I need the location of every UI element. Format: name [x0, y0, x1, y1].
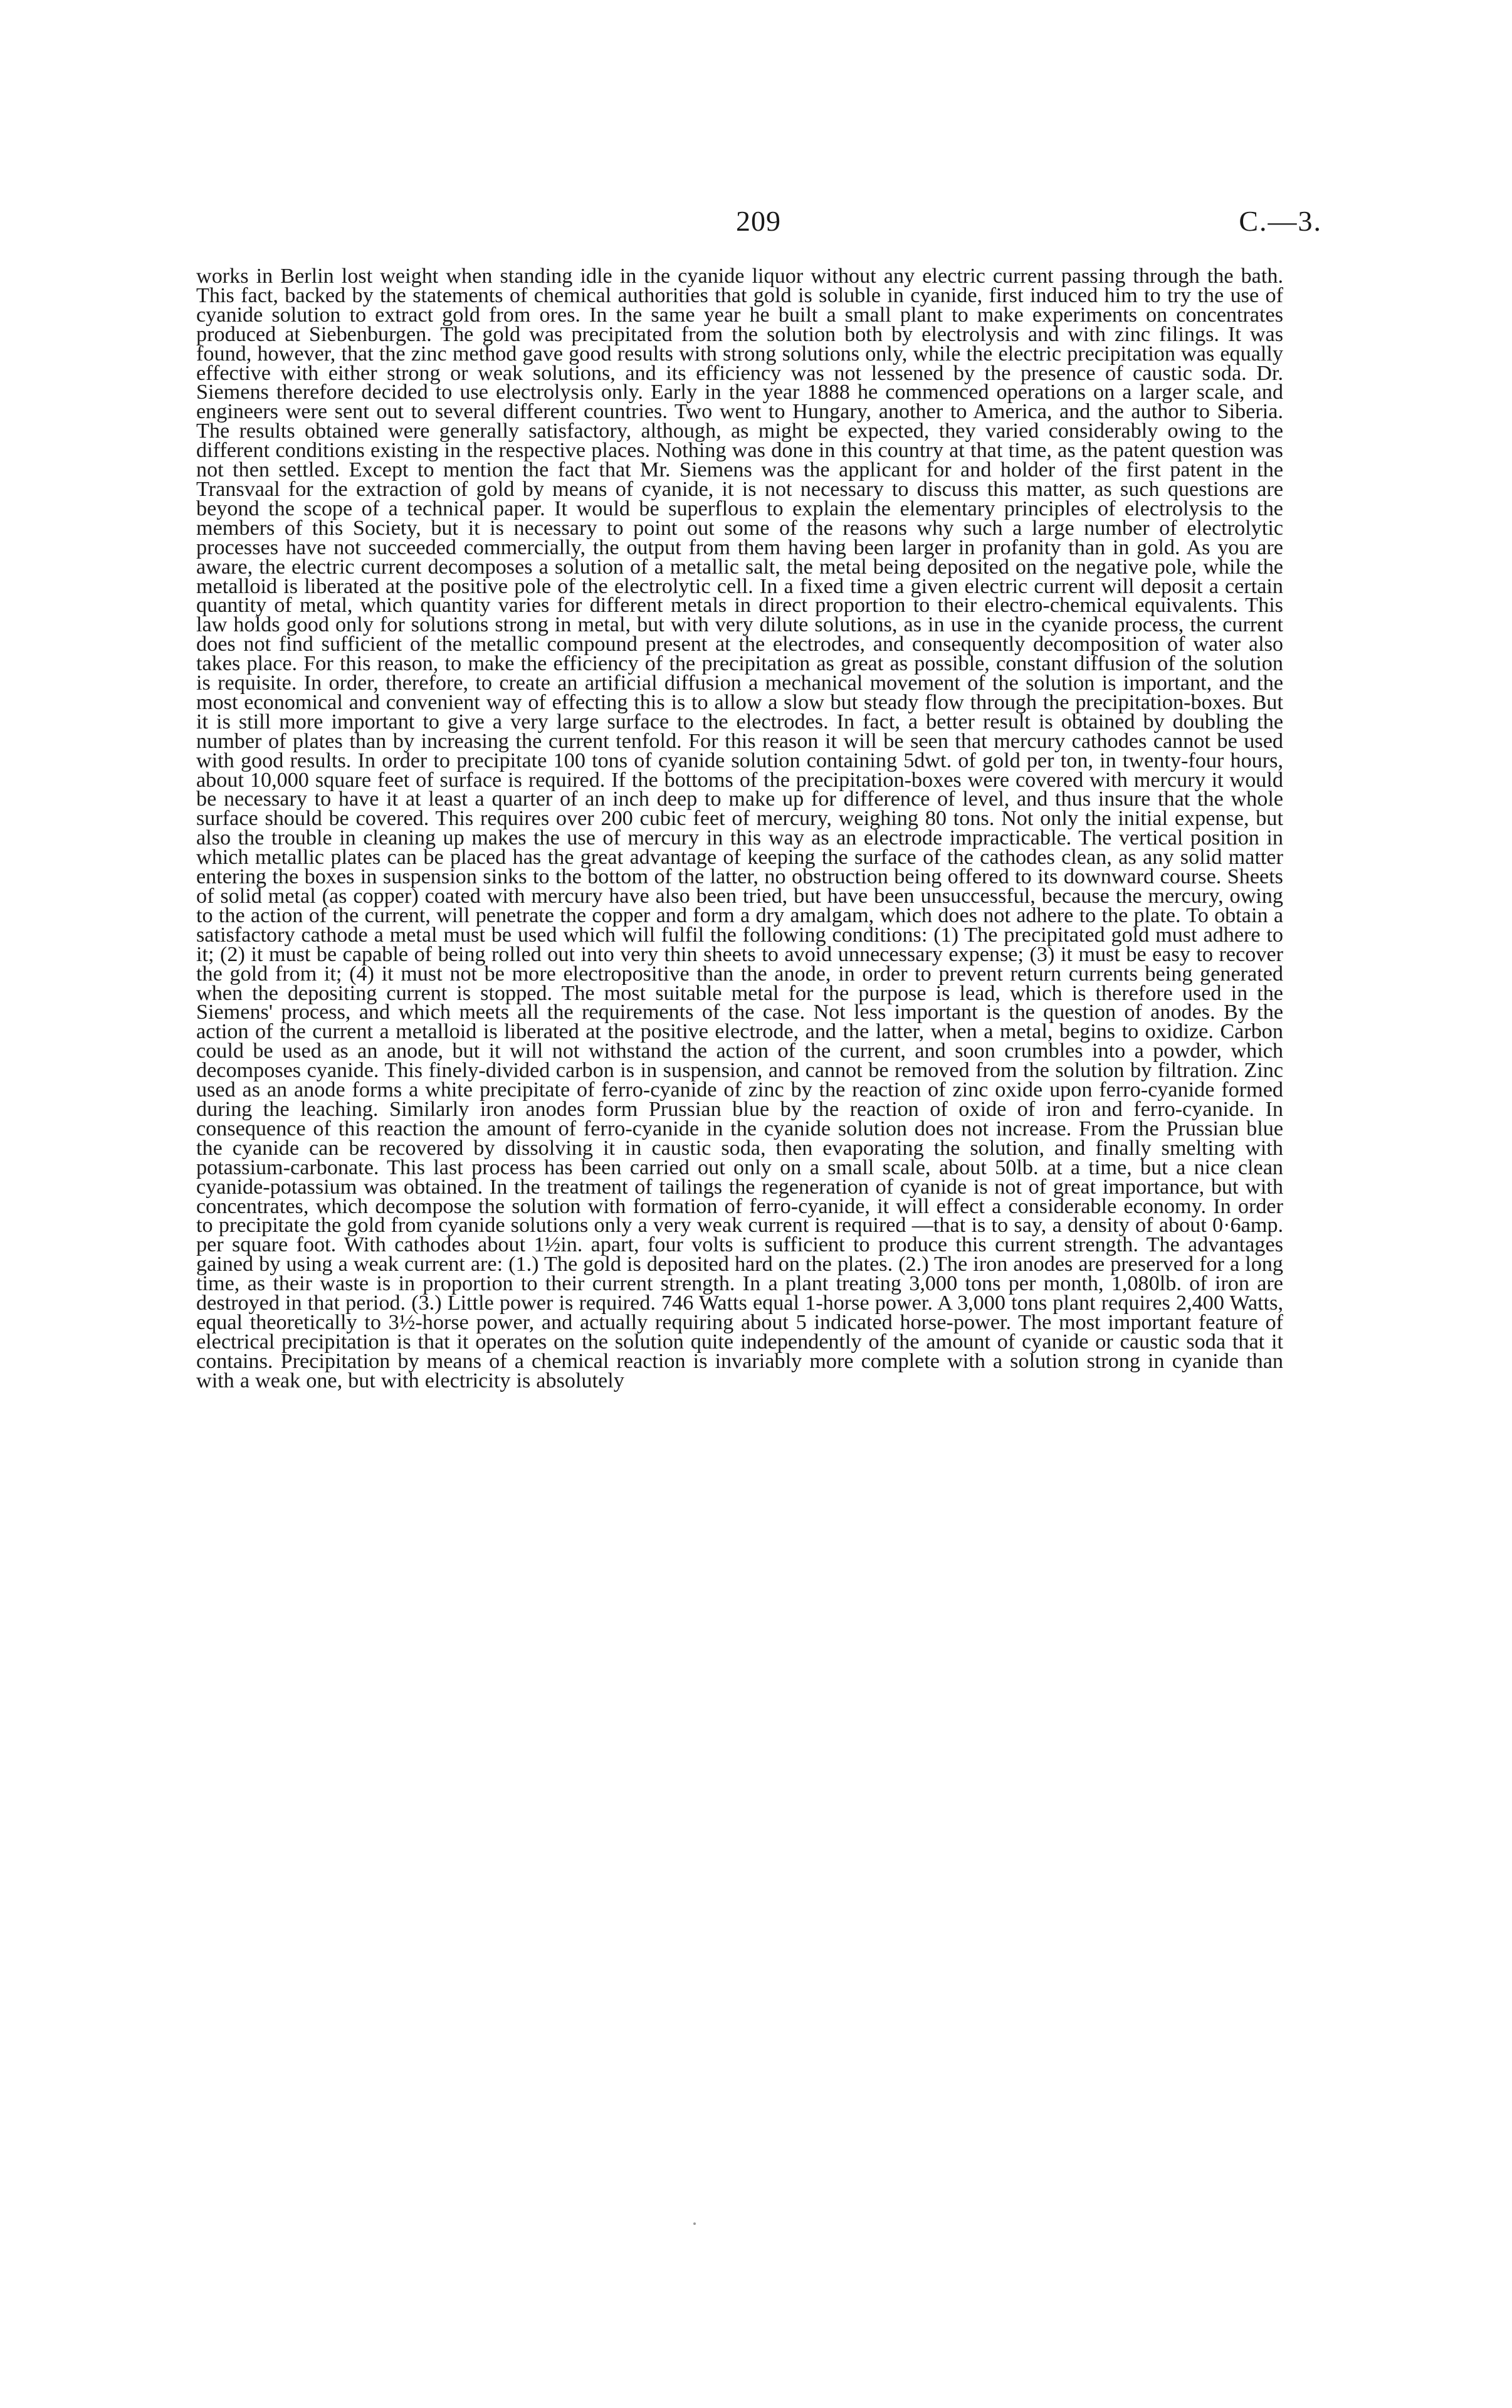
- page-number: 209: [736, 205, 781, 237]
- print-speck: [693, 2222, 696, 2225]
- document-reference: C.—3.: [1239, 205, 1322, 237]
- body-paragraph: works in Berlin lost weight when standing idle in the cyanide liquor without any electric current passing through the bath. This fact, backed by the statements of chemical authorities that gold is soluble in cyanide, first induced him to try the use of cyanide solution to extract gold from ores. In the same year he built a small plant to make experiments on concentrates produced at Siebenburgen. The gold was precipitated from the solution both by electrolysis and with zinc filings. It was found, however, that the zinc method gave good results with strong solutions only, while the electric precipitation was equally effective with either strong or weak solutions, and its efficiency was not lessened by the presence of caustic soda. Dr. Siemens therefore decided to use electrolysis only. Early in the year 1888 he commenced operations on a larger scale, and engineers were sent out to several different countries. Two went to Hungary, another to America, and the author to Siberia. The results obtained were generally satisfactory, although, as might be expected, they varied considerably owing to the different conditions existing in the respective places. Nothing was done in this country at that time, as the patent question was not then settled. Except to mention the fact that Mr. Siemens was the applicant for and holder of the first patent in the Transvaal for the extraction of gold by means of cyanide, it is not necessary to discuss this matter, as such questions are beyond the scope of a technical paper. It would be superflous to explain the elementary principles of electrolysis to the members of this Society, but it is necessary to point out some of the reasons why such a large number of electrolytic processes have not succeeded commercially, the output from them having been larger in profanity than in gold. As you are aware, the electric current decomposes a solution of a metallic salt, the metal being deposited on the negative pole, while the metalloid is liberated at the positive pole of the electrolytic cell. In a fixed time a given electric current will deposit a certain quantity of metal, which quantity varies for different metals in direct proportion to their electro-chemical equivalents. This law holds good only for solutions strong in metal, but with very dilute solutions, as in use in the cyanide process, the current does not find sufficient of the metallic compound present at the electrodes, and consequently decomposition of water also takes place. For this reason, to make the efficiency of the precipitation as great as possible, constant diffusion of the solution is requisite. In order, therefore, to create an artificial diffusion a mechanical movement of the solution is important, and the most economical and convenient way of effecting this is to allow a slow but steady flow through the precipitation-boxes. But it is still more important to give a very large surface to the electrodes. In fact, a better result is obtained by doubling the number of plates than by increasing the current tenfold. For this reason it will be seen that mercury cathodes cannot be used with good results. In order to precipitate 100 tons of cyanide solution containing 5dwt. of gold per ton, in twenty-four hours, about 10,000 square feet of surface is required. If the bottoms of the precipitation-boxes were covered with mercury it would be necessary to have it at least a quarter of an inch deep to make up for difference of level, and thus insure that the whole surface should be covered. This requires over 200 cubic feet of mercury, weighing 80 tons. Not only the initial expense, but also the trouble in cleaning up makes the use of mercury in this way as an electrode impracticable. The vertical position in which metallic plates can be placed has the great advantage of keeping the surface of the cathodes clean, as any solid matter entering the boxes in suspension sinks to the bottom of the latter, no obstruction being offered to its downward course. Sheets of solid metal (as copper) coated with mercury have also been tried, but have been unsuccessful, because the mercury, owing to the action of the current, will penetrate the copper and form a dry amalgam, which does not adhere to the plate. To obtain a satisfactory cathode a metal must be used which will fulfil the following conditions: (1) The precipitated gold must adhere to it; (2) it must be capable of being rolled out into very thin sheets to avoid unnecessary expense; (3) it must be easy to recover the gold from it; (4) it must not be more electropositive than the anode, in order to prevent return currents being generated when the depositing current is stopped. The most suitable metal for the purpose is lead, which is therefore used in the Siemens' process, and which meets all the requirements of the case. Not less important is the question of anodes. By the action of the current a metalloid is liberated at the positive electrode, and the latter, when a metal, begins to oxidize. Carbon could be used as an anode, but it will not withstand the action of the current, and soon crumbles into a powder, which decomposes cyanide. This finely-divided carbon is in suspension, and cannot be removed from the solution by filtration. Zinc used as an anode forms a white precipitate of ferro-cyanide of zinc by the reaction of zinc oxide upon ferro-cyanide formed during the leaching. Similarly iron anodes form Prussian blue by the reaction of oxide of iron and ferro-cyanide. In consequence of this reaction the amount of ferro-cyanide in the cyanide solution does not increase. From the Prussian blue the cyanide can be recovered by dissolving it in caustic soda, then evaporating the solution, and finally smelting with potassium-carbonate. This last process has been carried out only on a small scale, about 50lb. at a time, but a nice clean cyanide-potassium was obtained. In the treatment of tailings the regeneration of cyanide is not of great importance, but with concentrates, which decompose the solution with formation of ferro-cyanide, it will effect a considerable economy. In order to precipitate the gold from cyanide solutions only a very weak current is required —that is to say, a density of about 0·6amp. per square foot. With cathodes about 1½in. apart, four volts is sufficient to produce this current strength. The advantages gained by using a weak current are: (1.) The gold is deposited hard on the plates. (2.) The iron anodes are preserved for a long time, as their waste is in proportion to their current strength. In a plant treating 3,000 tons per month, 1,080lb. of iron are destroyed in that period. (3.) Little power is required. 746 Watts equal 1-horse power. A 3,000 tons plant requires 2,400 Watts, equal theoretically to 3½-horse power, and actually requiring about 5 indicated horse-power. The most important feature of electrical precipitation is that it operates on the solution quite independently of the amount of cyanide or caustic soda that it contains. Precipitation by means of a chemical reaction is invariably more complete with a solution strong in cyanide than with a weak one, but with electricity is absolutely: [196, 265, 1283, 1392]
